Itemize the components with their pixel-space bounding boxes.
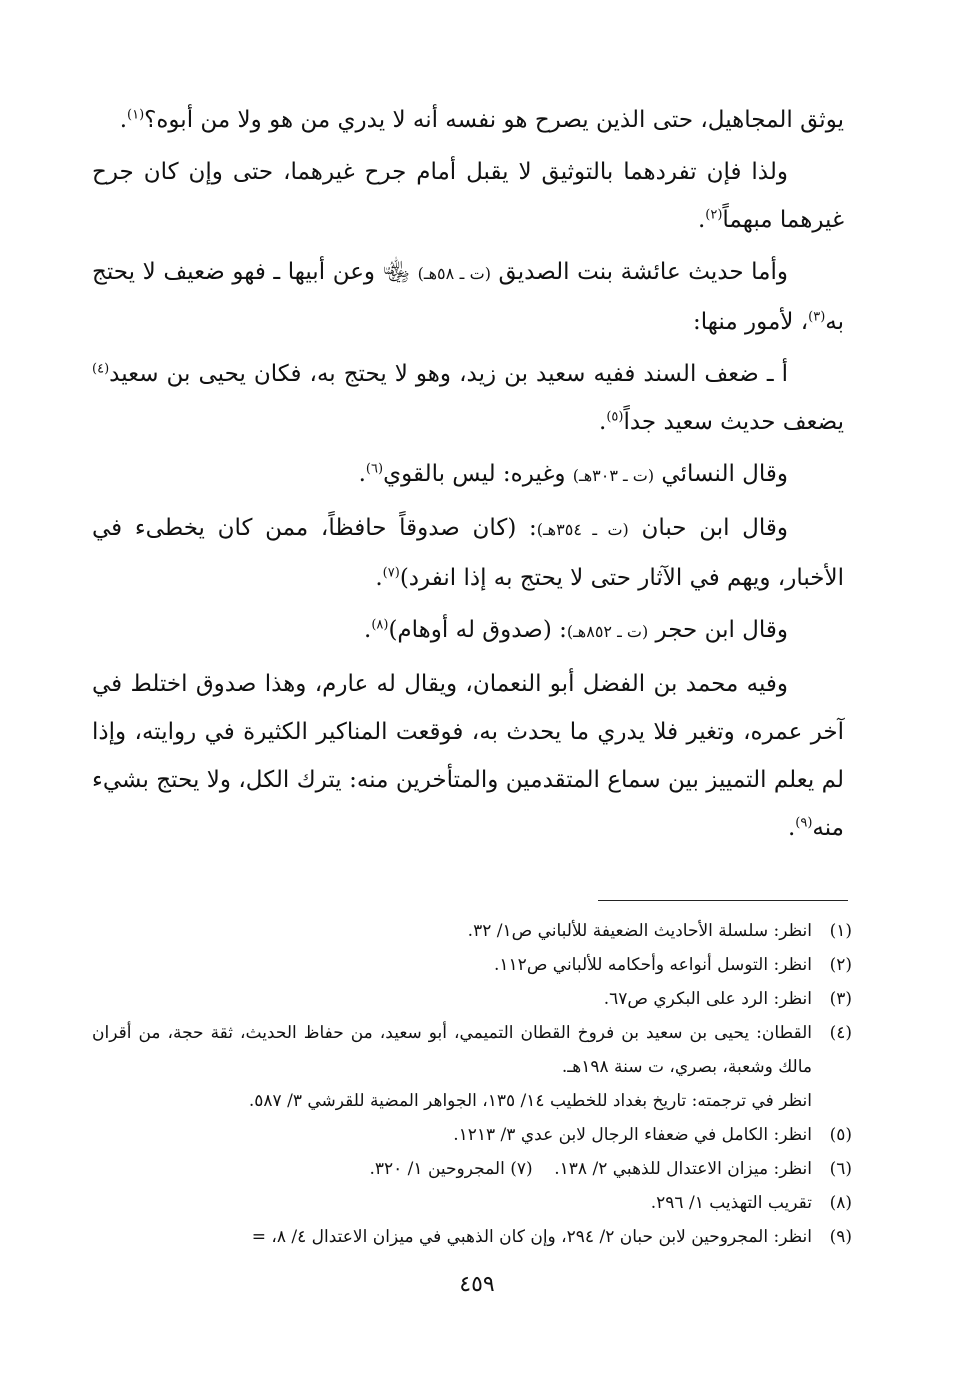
paragraph-text: وقال ابن حبان <box>628 515 788 541</box>
footnote-text: انظر: سلسلة الأحاديث الضعيفة للألباني ص١/ ٣٢. <box>467 921 812 941</box>
footnote-2 <box>92 948 852 982</box>
paragraph-text: وقال ابن حجر <box>648 617 788 643</box>
footnote-9 <box>92 1220 852 1254</box>
death-date: (ت ـ ٣٠٣هـ) <box>572 466 655 485</box>
footnote-text: انظر: ميزان الاعتدال للذهبي ٢/ ١٣٨. (٧) المجروحين ١/ ٣٢٠. <box>369 1159 812 1179</box>
footnote-4-continuation <box>92 1084 852 1118</box>
footnote-4 <box>92 1016 852 1084</box>
paragraph-text: . <box>697 207 706 233</box>
footnote-number: (٨) <box>829 1193 852 1213</box>
footnote-ref-5: (٥) <box>606 409 624 425</box>
paragraph-4 <box>92 350 844 446</box>
paragraph-2 <box>92 148 844 244</box>
footnote-text: انظر: المجروحين لابن حبان ٢/ ٢٩٤، وإن كان الذهبي في ميزان الاعتدال ٤/ ٨، = <box>251 1227 812 1247</box>
footnote-text: القطان: يحيى بن سعيد بن فروخ القطان التميمي، أبو سعيد، من حفاظ الحديث، ثقة حجة، من أقران مالك وشعبة، بصري، ت سنة ١٩٨هـ. <box>92 1023 812 1077</box>
paragraph-8 <box>92 660 844 852</box>
footnote-text: انظر في ترجمته: تاريخ بغداد للخطيب ١٤/ ١٣٥، الجواهر المضية للقرشي ٣/ ٥٨٧. <box>248 1091 812 1111</box>
footnote-1 <box>92 914 852 948</box>
paragraph-text: أ ـ ضعف السند ففيه سعيد بن زيد، وهو لا يحتج به، فكان يحيى بن سعيد <box>109 361 788 387</box>
footnote-number: (١) <box>829 921 852 941</box>
footnote-ref-3: (٣) <box>808 309 826 325</box>
paragraph-text: : (كان صدوقاً حافظاً، ممن كان يخطىء في الأخبار، ويهم في الآثار حتى لا يحتج به إذا انفرد) <box>92 515 844 591</box>
paragraph-text: وأما حديث عائشة بنت الصديق <box>490 259 788 285</box>
footnote-ref-7: (٧) <box>382 565 400 581</box>
footnote-number: (٦) <box>829 1159 852 1179</box>
footnote-5 <box>92 1118 852 1152</box>
footnote-number: (٢) <box>829 955 852 975</box>
footnote-number: (٤) <box>829 1023 852 1043</box>
paragraph-text: يوثق المجاهيل، حتى الذين يصرح هو نفسه أنه لا يدري من هو ولا من أبوه؟ <box>144 107 844 133</box>
paragraph-text: وفيه محمد بن الفضل أبو النعمان، ويقال له عارم، وهذا صدوق اختلط في آخر عمره، وتغير فلا يدري ما يحدث به، فوقعت المناكير الكثيرة في روايته، وإذا لم يعلم التمييز بين سماع المتقدمين والمتأخرين منه: يترك الكل، ولا يحتج بشيء منه <box>92 671 844 841</box>
paragraph-text: ﵄ وعن أبيها ـ فهو ضعيف لا يحتج به <box>92 259 844 335</box>
death-date: (ت ـ ٥٨هـ) <box>417 264 491 283</box>
paragraph-5 <box>92 450 844 500</box>
paragraph-text: . <box>358 461 366 487</box>
paragraph-6 <box>92 504 844 602</box>
footnote-3 <box>92 982 852 1016</box>
death-date: (ت ـ ٣٥٤هـ) <box>536 520 629 539</box>
footnote-6-7 <box>92 1152 852 1186</box>
footnote-text: تقريب التهذيب ١/ ٢٩٦. <box>650 1193 812 1213</box>
paragraph-7 <box>92 606 844 656</box>
footnote-text: انظر: التوسل أنواعه وأحكامه للألباني ص١١٢. <box>494 955 812 975</box>
paragraph-text: . <box>599 409 607 435</box>
paragraph-text: يضعف حديث سعيد جداً <box>623 409 844 435</box>
paragraph-text: : (صدوق له أوهام) <box>388 617 567 643</box>
footnote-number: (٣) <box>829 989 852 1009</box>
paragraph-3 <box>92 248 844 346</box>
death-date: (ت ـ ٨٥٢هـ) <box>566 622 649 641</box>
paragraph-text: ، لأمور منها: <box>693 309 809 335</box>
footnote-text: انظر: الرد على البكري ص٦٧. <box>603 989 812 1009</box>
footnote-8 <box>92 1186 852 1220</box>
footnote-ref-8: (٨) <box>371 617 389 633</box>
paragraph-1 <box>92 96 844 144</box>
page-number: ٤٥٩ <box>459 1272 495 1297</box>
footnotes <box>92 914 852 1254</box>
paragraph-text: . <box>375 565 383 591</box>
footnote-text: انظر: الكامل في ضعفاء الرجال لابن عدي ٣/ ١٢١٣. <box>453 1125 812 1145</box>
paragraph-text: . <box>787 815 796 841</box>
paragraph-text: . <box>119 107 128 133</box>
paragraph-text: وقال النسائي <box>654 461 788 487</box>
footnote-ref-2: (٢) <box>705 207 723 223</box>
footnote-ref-6: (٦) <box>365 461 384 477</box>
footnote-ref-4: (٤) <box>92 361 110 377</box>
footnote-ref-9: (٩) <box>795 815 813 831</box>
footnote-ref-1: (١) <box>127 107 145 123</box>
paragraph-text: وغيره: ليس بالقوي <box>383 461 573 487</box>
main-text <box>92 96 844 856</box>
footnote-separator <box>598 900 848 901</box>
footnote-number: (٩) <box>829 1227 852 1247</box>
paragraph-text: . <box>364 617 372 643</box>
paragraph-text: ولذا فإن تفردهما بالتوثيق لا يقبل أمام جرح غيرهما، حتى وإن كان جرح غيرهما مبهماً <box>92 159 844 233</box>
footnote-number: (٥) <box>829 1125 852 1145</box>
